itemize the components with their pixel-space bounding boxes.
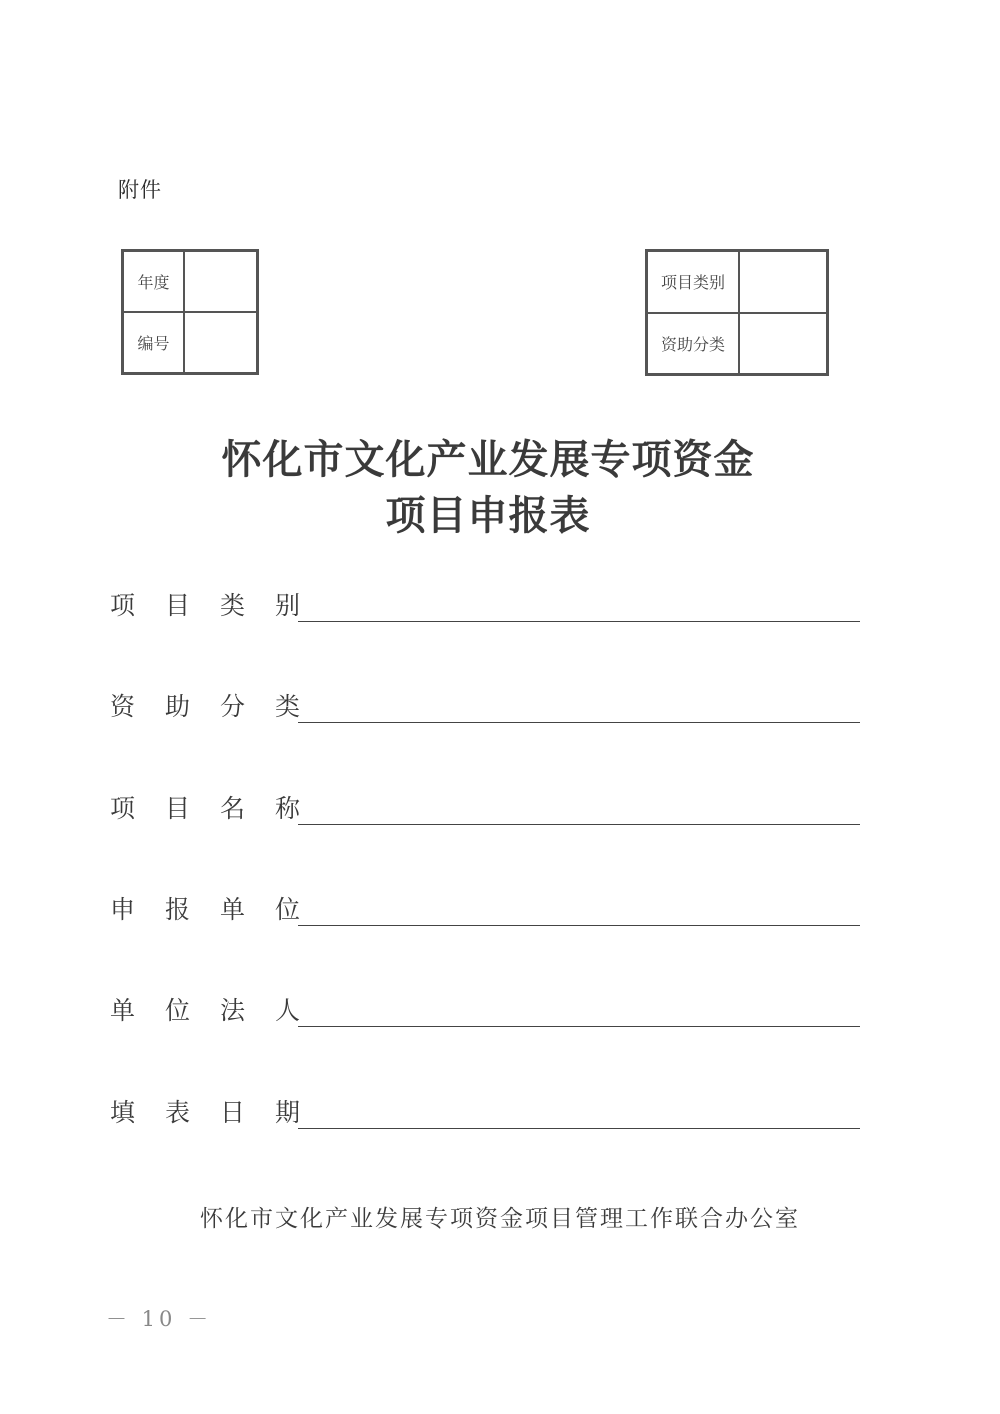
field-input-line[interactable] [298,824,860,825]
year-label: 年度 [123,251,184,312]
field-funding-type [110,683,860,723]
year-value-cell[interactable] [184,251,257,312]
field-project-name [110,785,860,825]
page-number: － 10 － [106,1307,213,1331]
field-label: 申报单位 [110,895,331,924]
field-label: 单位法人 [110,996,331,1025]
document-title-line2: 项目申报表 [385,492,591,539]
field-label: 资助分类 [110,692,331,721]
attachment-label: 附件 [118,178,162,202]
field-input-line[interactable] [298,621,860,622]
funding-type-label: 资助分类 [647,313,739,375]
project-category-label: 项目类别 [647,251,739,313]
issuing-office: 怀化市文化产业发展专项资金项目管理工作联合办公室 [200,1206,800,1232]
field-input-line[interactable] [298,722,860,723]
field-project-category [110,582,860,622]
field-legal-representative [110,987,860,1027]
field-label: 填表日期 [110,1098,331,1127]
field-applicant-unit [110,886,860,926]
field-input-line[interactable] [298,925,860,926]
project-category-value-cell[interactable] [739,251,827,313]
field-label: 项目类别 [110,591,331,620]
funding-type-value-cell[interactable] [739,313,827,375]
number-label: 编号 [123,312,184,373]
number-value-cell[interactable] [184,312,257,373]
field-fill-date [110,1089,860,1129]
year-number-box [121,249,259,375]
field-label: 项目名称 [110,794,331,823]
field-input-line[interactable] [298,1128,860,1129]
field-input-line[interactable] [298,1026,860,1027]
document-title-line1: 怀化市文化产业发展专项资金 [221,436,755,483]
category-box [645,249,829,376]
